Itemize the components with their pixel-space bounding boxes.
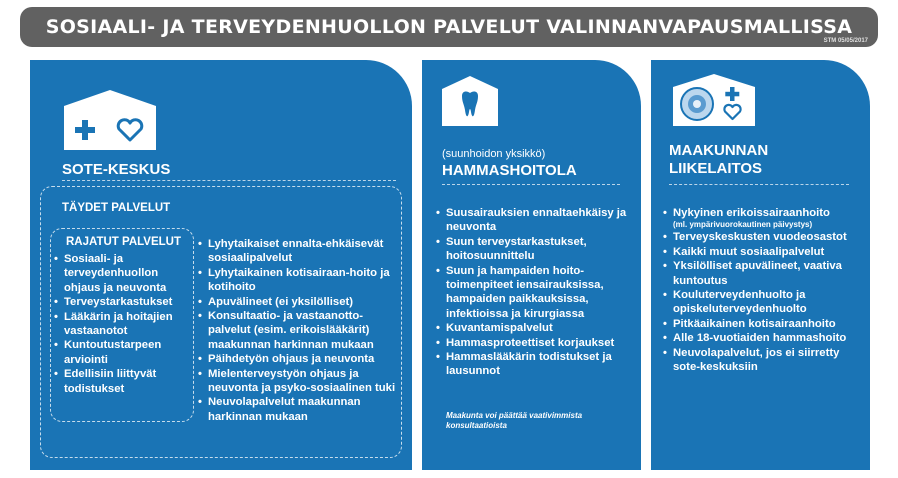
list-item: • Päihdetyön ohjaus ja neuvonta (198, 352, 402, 366)
dental-services-list (436, 206, 636, 379)
list-item: • Hammasproteettiset korjaukset (436, 336, 636, 350)
maakunnan-liikelaitos-panel (651, 60, 870, 470)
list-item: • Sosiaali- ja terveydenhuollon ohjaus ja neuvonta (54, 252, 186, 295)
list-item: • Kuvantamispalvelut (436, 321, 636, 335)
house-icon (673, 74, 755, 126)
hammashoitola-panel (422, 60, 641, 470)
sote-keskus-panel (30, 60, 412, 470)
list-item (663, 346, 868, 375)
list-item: • Lääkärin ja hoitajien vastaanotot (54, 310, 186, 339)
full-services-list (198, 237, 402, 424)
list-item (663, 331, 868, 345)
list-item: • Lyhytaikainen kotisairaan-hoito ja kotihoito (198, 266, 402, 295)
divider (62, 180, 396, 181)
full-services-label: TÄYDET PALVELUT (62, 202, 171, 214)
list-item: • Terveystarkastukset (54, 295, 186, 309)
list-item-text: Nykyinen erikoissairaanhoito (673, 207, 830, 219)
house-icon (442, 76, 498, 126)
list-item (663, 259, 868, 288)
limited-services-list (54, 252, 186, 396)
divider (442, 184, 620, 185)
list-item-text: Neuvolapalvelut, jos ei siirretty sote-keskuksiin (673, 346, 840, 374)
list-item: • Suun ja hampaiden hoito-toimenpiteet iensairauksissa, hampaiden paikkauksissa, infektioissa ja kirurgiassa (436, 264, 636, 322)
list-item (663, 206, 868, 230)
title-banner (20, 7, 878, 47)
list-item (663, 288, 868, 317)
list-item: • Konsultaatio- ja vastaanotto-palvelut (esim. erikoislääkärit) maakunnan harkinnan mukaan (198, 309, 402, 352)
list-item-text: Alle 18-vuotiaiden hammashoito (673, 332, 847, 345)
list-item: • Suun terveystarkastukset, hoitosuunnittelu (436, 235, 636, 264)
list-item-text: Kouluterveydenhuolto ja opiskeluterveydenhuolto (673, 289, 807, 316)
finland-emblem-icon (681, 88, 713, 120)
county-title-line-1: MAAKUNNAN (669, 142, 769, 159)
county-services-list (663, 206, 868, 374)
page-title: SOSIAALI- JA TERVEYDENHUOLLON PALVELUT VALINNANVAPAUSMALLISSA (45, 16, 853, 38)
list-item: • Apuvälineet (ei yksilölliset) (198, 295, 402, 309)
list-item: • Kuntoutustarpeen arviointi (54, 338, 186, 367)
sote-title: SOTE-KESKUS (62, 161, 171, 178)
list-item: • Neuvolapalvelut maakunnan harkinnan mukaan (198, 395, 402, 424)
list-item: • Edellisiin liittyvät todistukset (54, 367, 186, 396)
list-item: • Lyhytaikaiset ennalta-ehkäisevät sosiaalipalvelut (198, 237, 402, 266)
dental-title: HAMMASHOITOLA (442, 162, 577, 179)
list-item: • Hammaslääkärin todistukset ja lausunnot (436, 350, 636, 379)
list-item: • Mielenterveystyön ohjaus ja neuvonta ja psyko-sosiaalinen tuki (198, 367, 402, 396)
limited-services-label: RAJATUT PALVELUT (66, 236, 181, 248)
house-icon (64, 90, 156, 150)
list-item-text: Kaikki muut sosiaalipalvelut (673, 245, 825, 258)
list-item-text: Pitkäaikainen kotisairaanhoito (673, 317, 836, 330)
dental-subtitle: (suunhoidon yksikkö) (442, 148, 546, 160)
list-item-text: Terveyskeskusten vuodeosastot (673, 231, 847, 244)
list-item-note: (ml. ympärivuorokautinen päivystys) (673, 220, 813, 230)
list-item (663, 230, 868, 244)
list-item: • Suusairauksien ennaltaehkäisy ja neuvonta (436, 206, 636, 235)
divider (669, 184, 849, 185)
stamp-text: STM 05/05/2017 (823, 38, 868, 44)
list-item (663, 317, 868, 331)
dental-note: Maakunta voi päättää vaativimmista konsultaatioista (446, 411, 583, 430)
county-title-line-2: LIIKELAITOS (669, 160, 763, 177)
list-item-text: Yksilölliset apuvälineet, vaativa kuntoutus (673, 260, 842, 287)
list-item (663, 245, 868, 259)
